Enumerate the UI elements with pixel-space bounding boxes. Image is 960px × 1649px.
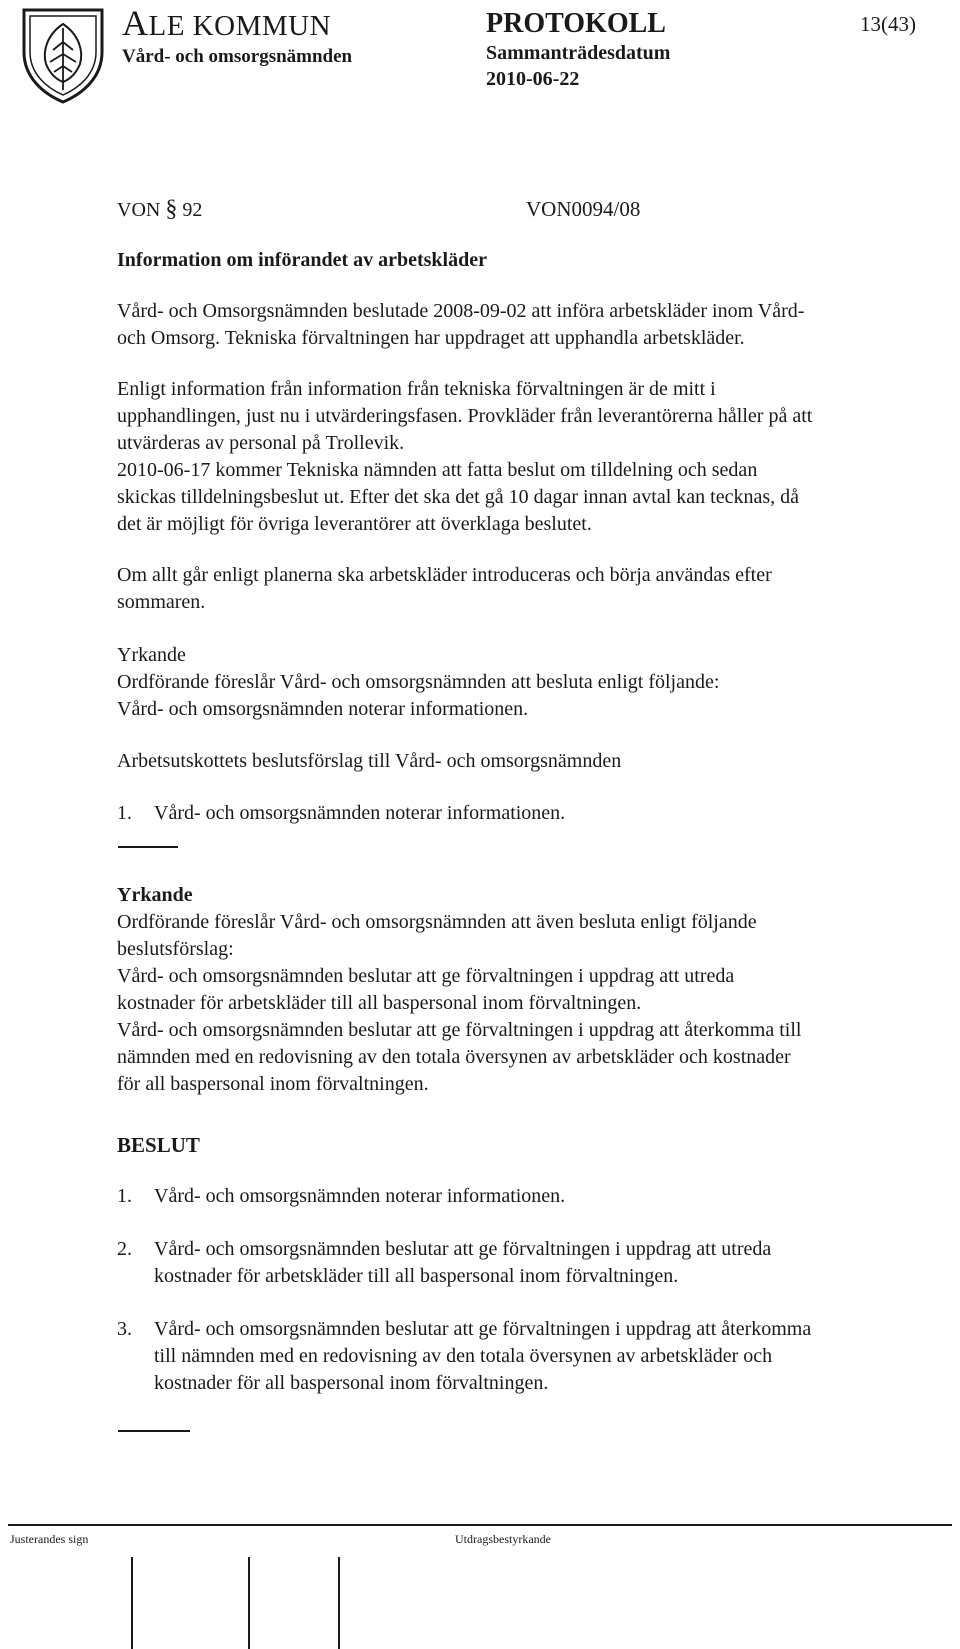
footer-rule [8, 1524, 952, 1526]
paragraph-line: Ordförande föreslår Vård- och omsorgsnämnden att besluta enligt följande: [117, 671, 720, 693]
signature-box-divider [131, 1557, 133, 1649]
proposal-heading: Yrkande [117, 644, 186, 666]
document-type: PROTOKOLL [486, 8, 666, 39]
committee-proposal-heading: Arbetsutskottets beslutsförslag till Vård- och omsorgsnämnden [117, 750, 622, 772]
committee-name: Vård- och omsorgsnämnden [122, 46, 353, 67]
paragraph-line: 2010-06-17 kommer Tekniska nämnden att fatta beslut om tilldelning och sedan [117, 459, 758, 481]
divider [118, 846, 178, 848]
paragraph-line: kostnader för arbetskläder till all baspersonal inom förvaltningen. [117, 992, 642, 1014]
paragraph-line: beslutsförslag: [117, 938, 234, 960]
page-number: 13(43) [860, 12, 916, 36]
paragraph-line: för all baspersonal inom förvaltningen. [117, 1073, 429, 1095]
list-item: Vård- och omsorgsnämnden beslutar att ge förvaltningen i uppdrag att återkomma [154, 1318, 812, 1340]
paragraph-line: sommaren. [117, 591, 206, 613]
list-item-number: 1. [117, 1185, 132, 1207]
signature-label: Justerandes sign [10, 1532, 89, 1546]
meeting-date: 2010-06-22 [486, 68, 580, 90]
list-item: Vård- och omsorgsnämnden noterar informationen. [154, 1185, 566, 1207]
decision-heading: BESLUT [117, 1133, 200, 1157]
section-symbol: § [165, 196, 178, 222]
list-item: Vård- och omsorgsnämnden noterar informationen. [154, 802, 566, 824]
paragraph-line: upphandlingen, just nu i utvärderingsfasen. Provkläder från leverantörerna håller på att [117, 405, 813, 427]
signature-box-divider [248, 1557, 250, 1649]
paragraph-line: Vård- och omsorgsnämnden noterar informationen. [117, 698, 529, 720]
paragraph-line: det är möjligt för övriga leverantörer att överklaga beslutet. [117, 513, 592, 535]
list-item: kostnader för arbetskläder till all baspersonal inom förvaltningen. [154, 1265, 679, 1287]
divider [118, 1430, 190, 1432]
municipality-name: ALE KOMMUN [122, 3, 332, 43]
meeting-date-label: Sammanträdesdatum [486, 42, 671, 64]
signature-box-divider [338, 1557, 340, 1649]
paragraph-line: Vård- och omsorgsnämnden beslutar att ge förvaltningen i uppdrag att återkomma till [117, 1019, 802, 1041]
paragraph-line: Vård- och omsorgsnämnden beslutar att ge förvaltningen i uppdrag att utreda [117, 965, 735, 987]
paragraph-line: Om allt går enligt planerna ska arbetskläder introduceras och börja användas efter [117, 564, 772, 586]
list-item-number: 2. [117, 1238, 132, 1260]
page-title: Information om införandet av arbetskläder [117, 249, 487, 271]
section-prefix: VON [117, 199, 161, 221]
case-number: VON0094/08 [526, 197, 641, 221]
municipal-seal-logo [18, 6, 108, 104]
paragraph-line: utvärderas av personal på Trollevik. [117, 432, 405, 454]
extract-certification-label: Utdragsbestyrkande [455, 1532, 551, 1546]
list-item: till nämnden med en redovisning av den totala översynen av arbetskläder och [154, 1345, 773, 1367]
list-item: Vård- och omsorgsnämnden beslutar att ge förvaltningen i uppdrag att utreda [154, 1238, 772, 1260]
section-number: 92 [182, 199, 203, 221]
list-item: kostnader för all baspersonal inom förvaltningen. [154, 1372, 549, 1394]
paragraph-line: skickas tilldelningsbeslut ut. Efter det ska det gå 10 dagar innan avtal kan tecknas, då [117, 486, 800, 508]
proposal-heading: Yrkande [117, 884, 193, 906]
list-item-number: 3. [117, 1318, 132, 1340]
paragraph-line: och Omsorg. Tekniska förvaltningen har uppdraget att upphandla arbetskläder. [117, 327, 745, 349]
paragraph-line: Vård- och Omsorgsnämnden beslutade 2008-09-02 att införa arbetskläder inom Vård- [117, 300, 805, 322]
list-item-number: 1. [117, 802, 132, 824]
paragraph-line: Enligt information från information från tekniska förvaltningen är de mitt i [117, 378, 716, 400]
paragraph-line: nämnden med en redovisning av den totala översynen av arbetskläder och kostnader [117, 1046, 791, 1068]
paragraph-line: Ordförande föreslår Vård- och omsorgsnämnden att även besluta enligt följande [117, 911, 757, 933]
